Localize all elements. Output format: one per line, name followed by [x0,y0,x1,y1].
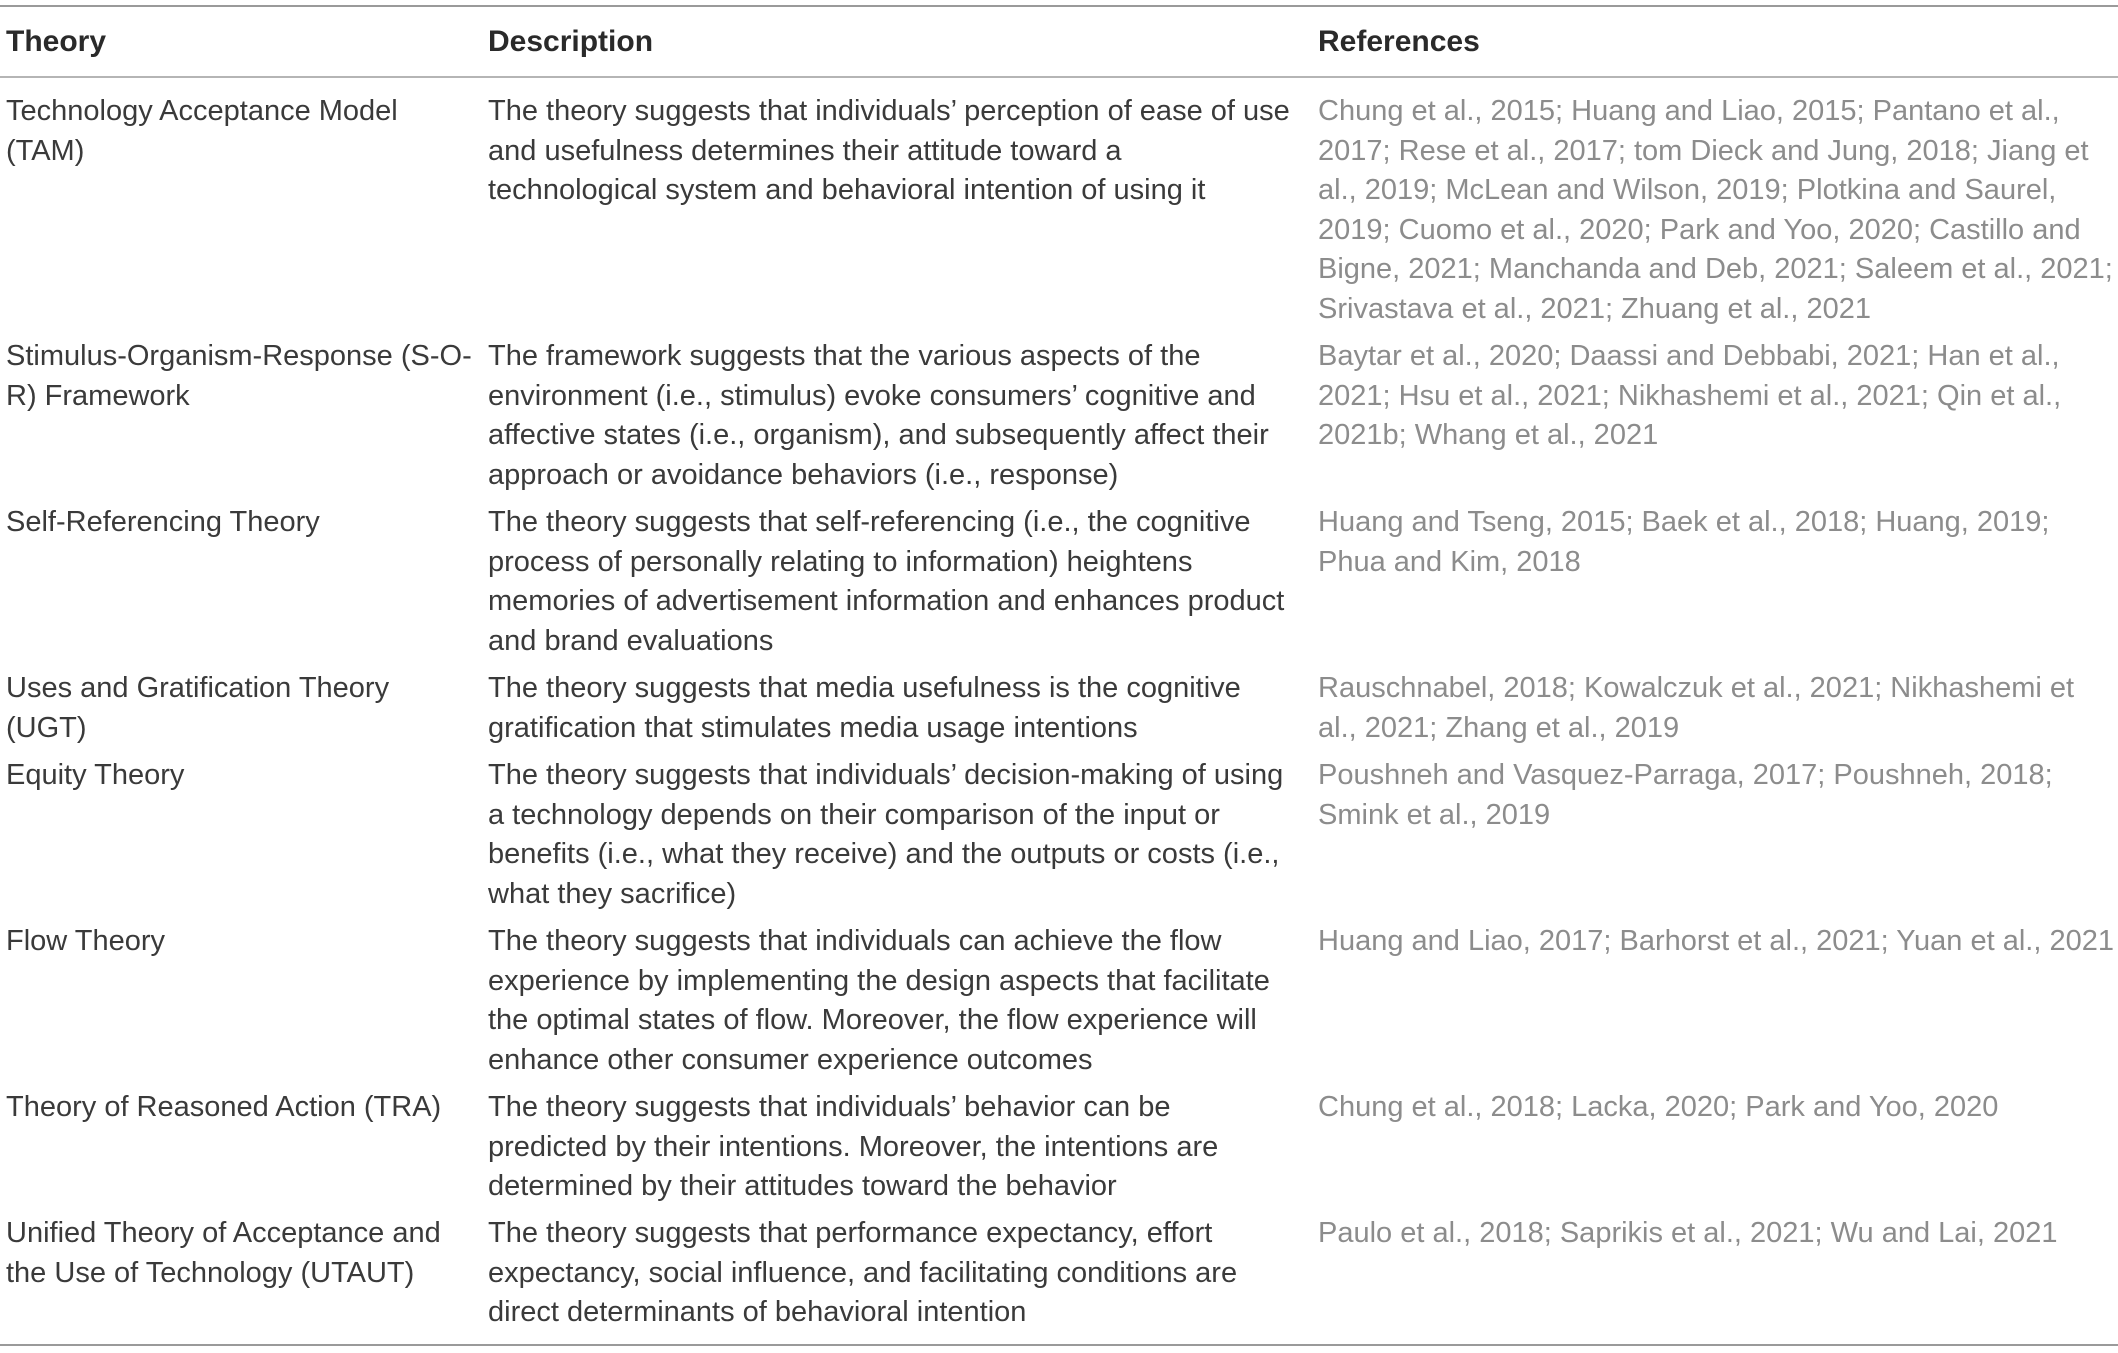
references-cell: Huang and Liao, 2017; Barhorst et al., 2021; Yuan et al., 2021 [1318,925,2114,957]
header-references: References [1318,25,1480,58]
references-cell: Huang and Tseng, 2015; Baek et al., 2018; Huang, 2019; Phua and Kim, 2018 [1318,506,2050,578]
table-bottom-rule [0,1344,2118,1346]
theory-cell: Technology Acceptance Model (TAM) [6,95,398,167]
description-cell: The theory suggests that individuals’ behavior can be predicted by their intentions. Moreover, the intentions are determined by their attitudes toward the behavior [488,1091,1219,1203]
theory-cell: Unified Theory of Acceptance and the Use of Technology (UTAUT) [6,1217,441,1289]
header-rule [0,76,2118,78]
references-cell: Chung et al., 2018; Lacka, 2020; Park and Yoo, 2020 [1318,1091,1999,1123]
references-cell: Chung et al., 2015; Huang and Liao, 2015; Pantano et al., 2017; Rese et al., 2017; tom Dieck and Jung, 2018; Jiang et al., 2019; McLean and Wilson, 2019; Plotkina and Saurel, 2019; Cuomo et al., 2020; Park and Yoo, 2020; Castillo and Bigne, 2021; Manchanda and Deb, 2021; Saleem et al., 2021; Srivastava et al., 2021; Zhuang et al., 2021 [1318,95,2113,325]
references-cell: Paulo et al., 2018; Saprikis et al., 2021; Wu and Lai, 2021 [1318,1217,2058,1249]
references-cell: Poushneh and Vasquez-Parraga, 2017; Poushneh, 2018; Smink et al., 2019 [1318,759,2053,831]
header-theory: Theory [6,25,107,58]
description-cell: The theory suggests that individuals’ perception of ease of use and usefulness determines their attitude toward a technological system and behavioral intention of using it [488,95,1290,207]
theory-cell: Stimulus-Organism-Response (S-O-R) Framework [6,340,472,412]
description-cell: The theory suggests that self-referencing (i.e., the cognitive process of personally relating to information) heightens memories of advertisement information and enhances product and brand evaluations [488,506,1285,657]
table-top-rule [0,5,2118,7]
description-cell: The theory suggests that individuals can achieve the flow experience by implementing the design aspects that facilitate the optimal states of flow. Moreover, the flow experience will enhance other consumer experience outcomes [488,925,1270,1076]
theory-cell: Equity Theory [6,759,185,791]
header-description: Description [488,25,654,58]
description-cell: The framework suggests that the various aspects of the environment (i.e., stimulus) evoke consumers’ cognitive and affective states (i.e., organism), and subsequently affect their approach or avoidance behaviors (i.e., response) [488,340,1269,491]
description-cell: The theory suggests that media usefulness is the cognitive gratification that stimulates media usage intentions [488,672,1241,744]
description-cell: The theory suggests that performance expectancy, effort expectancy, social influence, and facilitating conditions are direct determinants of behavioral intention [488,1217,1238,1329]
theory-cell: Uses and Gratification Theory (UGT) [6,672,390,744]
references-cell: Baytar et al., 2020; Daassi and Debbabi, 2021; Han et al., 2021; Hsu et al., 2021; Nikhashemi et al., 2021; Qin et al., 2021b; Whang et al., 2021 [1318,340,2062,452]
theory-cell: Flow Theory [6,925,166,957]
theory-cell: Theory of Reasoned Action (TRA) [6,1091,442,1123]
description-cell: The theory suggests that individuals’ decision-making of using a technology depends on their comparison of the input or benefits (i.e., what they receive) and the outputs or costs (i.e., what they sacrifice) [488,759,1284,910]
theory-cell: Self-Referencing Theory [6,506,320,538]
references-cell: Rauschnabel, 2018; Kowalczuk et al., 2021; Nikhashemi et al., 2021; Zhang et al., 2019 [1318,672,2075,744]
